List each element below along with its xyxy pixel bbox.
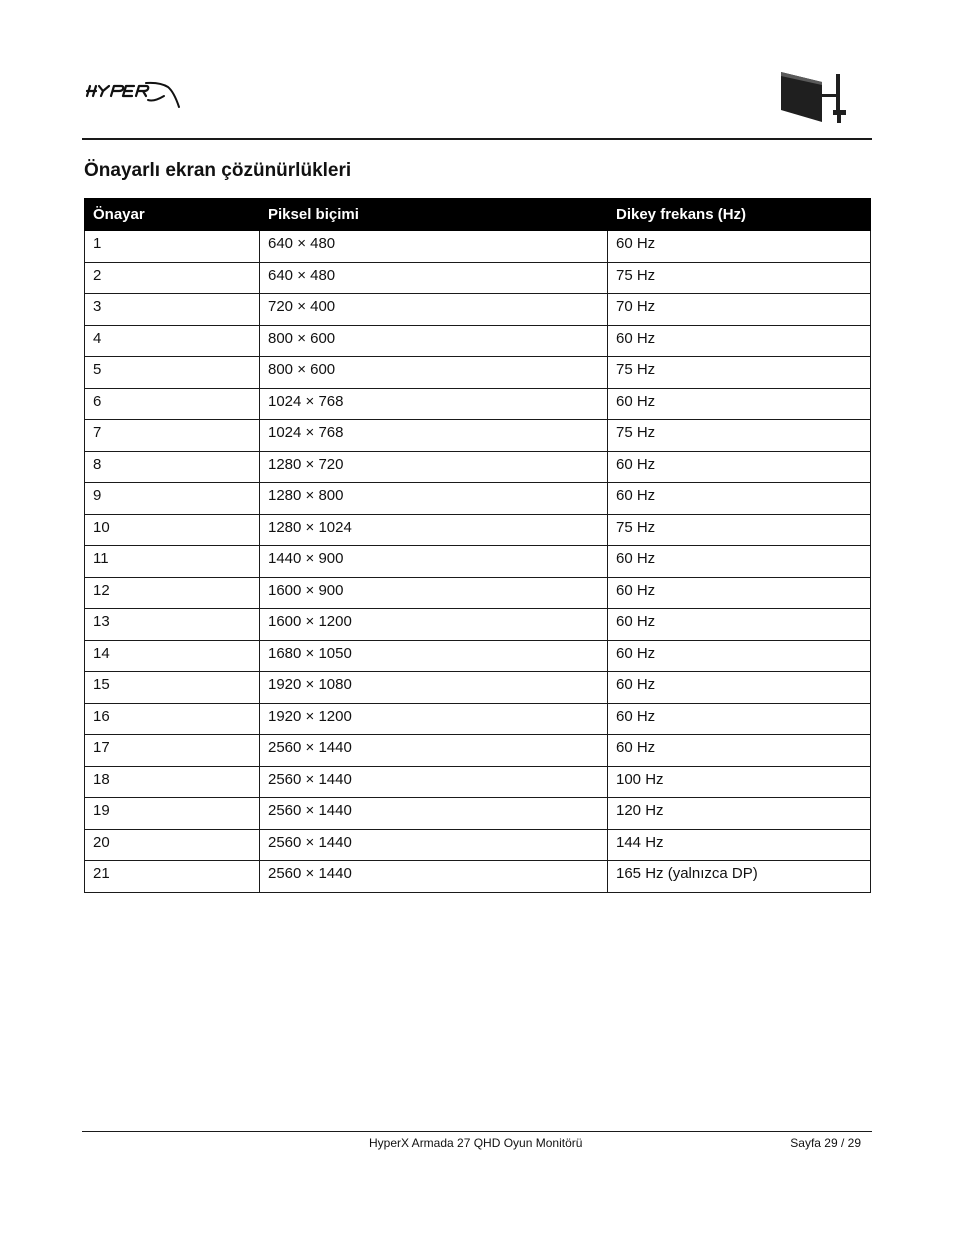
cell-preset: 15 [85,672,260,704]
column-header-vertical-frequency: Dikey frekans (Hz) [608,199,871,231]
cell-vertical-frequency: 60 Hz [608,546,871,578]
table-row [85,388,871,420]
cell-preset: 5 [85,357,260,389]
cell-pixel-format: 2560 × 1440 [260,829,608,861]
table-row [85,262,871,294]
table-row [85,672,871,704]
table-row [85,609,871,641]
cell-preset: 19 [85,798,260,830]
cell-preset: 11 [85,546,260,578]
page-title: Önayarlı ekran çözünürlükleri [84,160,352,181]
cell-pixel-format: 2560 × 1440 [260,798,608,830]
cell-pixel-format: 1024 × 768 [260,420,608,452]
table-body [85,231,871,893]
cell-preset: 7 [85,420,260,452]
cell-vertical-frequency: 60 Hz [608,325,871,357]
cell-pixel-format: 2560 × 1440 [260,735,608,767]
table-row [85,420,871,452]
cell-pixel-format: 1024 × 768 [260,388,608,420]
table-row [85,514,871,546]
column-header-preset: Önayar [85,199,260,231]
cell-vertical-frequency: 70 Hz [608,294,871,326]
footer-document-title: HyperX Armada 27 QHD Oyun Monitörü [369,1136,583,1150]
cell-preset: 21 [85,861,260,893]
cell-preset: 16 [85,703,260,735]
cell-vertical-frequency: 60 Hz [608,640,871,672]
cell-pixel-format: 1920 × 1200 [260,703,608,735]
table-row [85,325,871,357]
table-row [85,766,871,798]
cell-pixel-format: 1600 × 1200 [260,609,608,641]
cell-pixel-format: 1280 × 720 [260,451,608,483]
cell-vertical-frequency: 60 Hz [608,672,871,704]
cell-vertical-frequency: 60 Hz [608,231,871,263]
table-row [85,294,871,326]
cell-preset: 13 [85,609,260,641]
cell-pixel-format: 640 × 480 [260,262,608,294]
hyperx-logo [84,78,182,112]
cell-pixel-format: 800 × 600 [260,325,608,357]
footer-divider [82,1131,872,1132]
cell-preset: 6 [85,388,260,420]
cell-vertical-frequency: 144 Hz [608,829,871,861]
cell-vertical-frequency: 165 Hz (yalnızca DP) [608,861,871,893]
table-row [85,231,871,263]
cell-pixel-format: 1680 × 1050 [260,640,608,672]
cell-pixel-format: 2560 × 1440 [260,861,608,893]
cell-preset: 9 [85,483,260,515]
cell-vertical-frequency: 60 Hz [608,388,871,420]
cell-preset: 8 [85,451,260,483]
table-header-row [85,199,871,231]
table-row [85,546,871,578]
cell-pixel-format: 1280 × 1024 [260,514,608,546]
preset-resolutions-table [84,198,871,893]
cell-vertical-frequency: 60 Hz [608,451,871,483]
cell-vertical-frequency: 75 Hz [608,262,871,294]
cell-pixel-format: 720 × 400 [260,294,608,326]
cell-preset: 18 [85,766,260,798]
cell-preset: 4 [85,325,260,357]
table-row [85,357,871,389]
cell-pixel-format: 1600 × 900 [260,577,608,609]
cell-preset: 1 [85,231,260,263]
cell-vertical-frequency: 120 Hz [608,798,871,830]
table-row [85,798,871,830]
cell-preset: 14 [85,640,260,672]
footer-page-number: Sayfa 29 / 29 [790,1136,861,1150]
cell-pixel-format: 1920 × 1080 [260,672,608,704]
cell-preset: 20 [85,829,260,861]
cell-pixel-format: 2560 × 1440 [260,766,608,798]
table-row [85,735,871,767]
table-row [85,703,871,735]
cell-vertical-frequency: 60 Hz [608,735,871,767]
cell-pixel-format: 800 × 600 [260,357,608,389]
table-row [85,861,871,893]
table-row [85,483,871,515]
cell-vertical-frequency: 100 Hz [608,766,871,798]
table-row [85,577,871,609]
cell-vertical-frequency: 60 Hz [608,577,871,609]
cell-preset: 17 [85,735,260,767]
cell-preset: 2 [85,262,260,294]
header-divider [82,138,872,140]
cell-pixel-format: 1440 × 900 [260,546,608,578]
cell-vertical-frequency: 60 Hz [608,483,871,515]
cell-preset: 12 [85,577,260,609]
cell-pixel-format: 640 × 480 [260,231,608,263]
monitor-on-arm-icon [778,70,854,126]
cell-vertical-frequency: 75 Hz [608,357,871,389]
cell-pixel-format: 1280 × 800 [260,483,608,515]
table-row [85,451,871,483]
cell-vertical-frequency: 75 Hz [608,420,871,452]
cell-preset: 10 [85,514,260,546]
column-header-pixel-format: Piksel biçimi [260,199,608,231]
cell-vertical-frequency: 60 Hz [608,609,871,641]
cell-preset: 3 [85,294,260,326]
table-row [85,640,871,672]
cell-vertical-frequency: 75 Hz [608,514,871,546]
cell-vertical-frequency: 60 Hz [608,703,871,735]
table-row [85,829,871,861]
